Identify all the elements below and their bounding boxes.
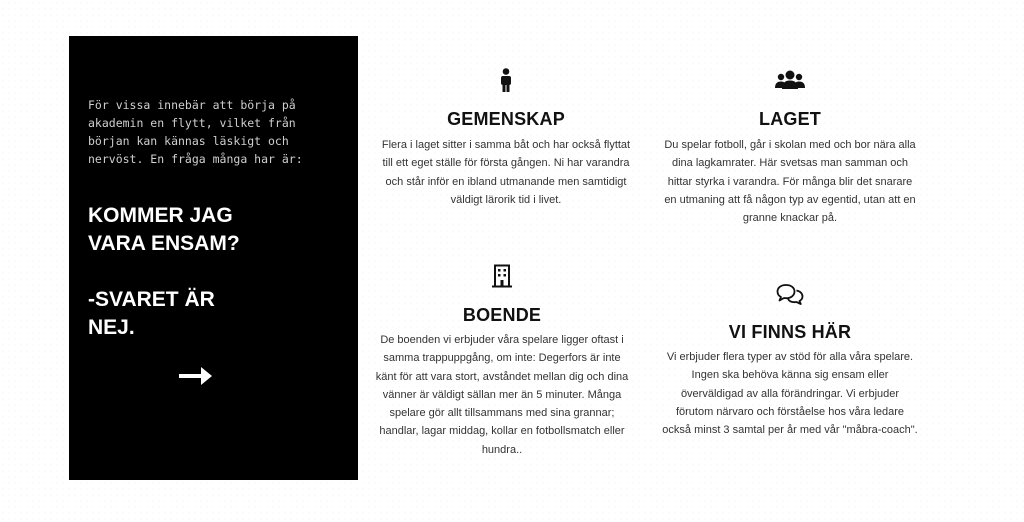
person-icon <box>499 68 513 92</box>
feature-title: LAGET <box>759 109 821 129</box>
answer-heading <box>88 286 328 342</box>
feature-title: VI FINNS HÄR <box>728 322 852 342</box>
feature-title: BOENDE <box>462 305 542 325</box>
feature-text: Flera i laget sitter i samma båt och har också flyttat till ett eget ställe för första gången. Ni har varandra och står inför en ibland utmanande men samtidigt väldigt lärorik tid i livet. <box>381 139 631 206</box>
intro-panel <box>69 36 358 480</box>
question-line-1: KOMMER JAG <box>88 204 233 227</box>
feature-vi-finns-har <box>662 283 918 439</box>
feature-text: De boenden vi erbjuder våra spelare ligger oftast i samma trappuppgång, om inte: Degerfors är inte känt för att vara stort, avståndet mellan dig och dina vänner är väldigt sällan mer än 5 minuter. Många spelare gör allt tillsammans med sina grannar; handlar, lagar middag, kollar en fotbollsmatch eller hundra.. <box>375 334 629 456</box>
feature-title: GEMENSKAP <box>447 109 565 129</box>
question-line-2: VARA ENSAM? <box>88 232 240 255</box>
building-icon <box>492 264 512 288</box>
feature-text: Du spelar fotboll, går i skolan med och bor nära alla dina lagkamrater. Här svetsas man samman och hittar styrka i varandra. För många blir det snarare en utmaning att få någon typ av egentid, utan att en granne knackar på. <box>664 139 916 225</box>
feature-laget <box>662 68 918 227</box>
next-arrow-button[interactable] <box>177 366 215 386</box>
arrow-right-icon <box>177 366 215 386</box>
answer-line-1: -SVARET ÄR <box>88 288 215 311</box>
intro-text: För vissa innebär att börja på akademin en flytt, vilket från början kan kännas läskigt och nervöst. En fråga många har är: <box>88 98 303 166</box>
feature-boende <box>372 264 632 459</box>
answer-line-2: NEJ. <box>88 316 135 339</box>
feature-gemenskap <box>376 68 636 209</box>
question-heading <box>88 202 328 258</box>
users-icon <box>775 68 805 92</box>
feature-text: Vi erbjuder flera typer av stöd för alla våra spelare. Ingen ska behöva känna sig ensam eller överväldigad av alla förändringar. Vi erbjuder förutom närvaro och förståelse hos våra ledare också minst 3 samtal per år med vår "måbra-coach". <box>662 351 918 437</box>
chat-bubbles-icon <box>776 283 804 305</box>
